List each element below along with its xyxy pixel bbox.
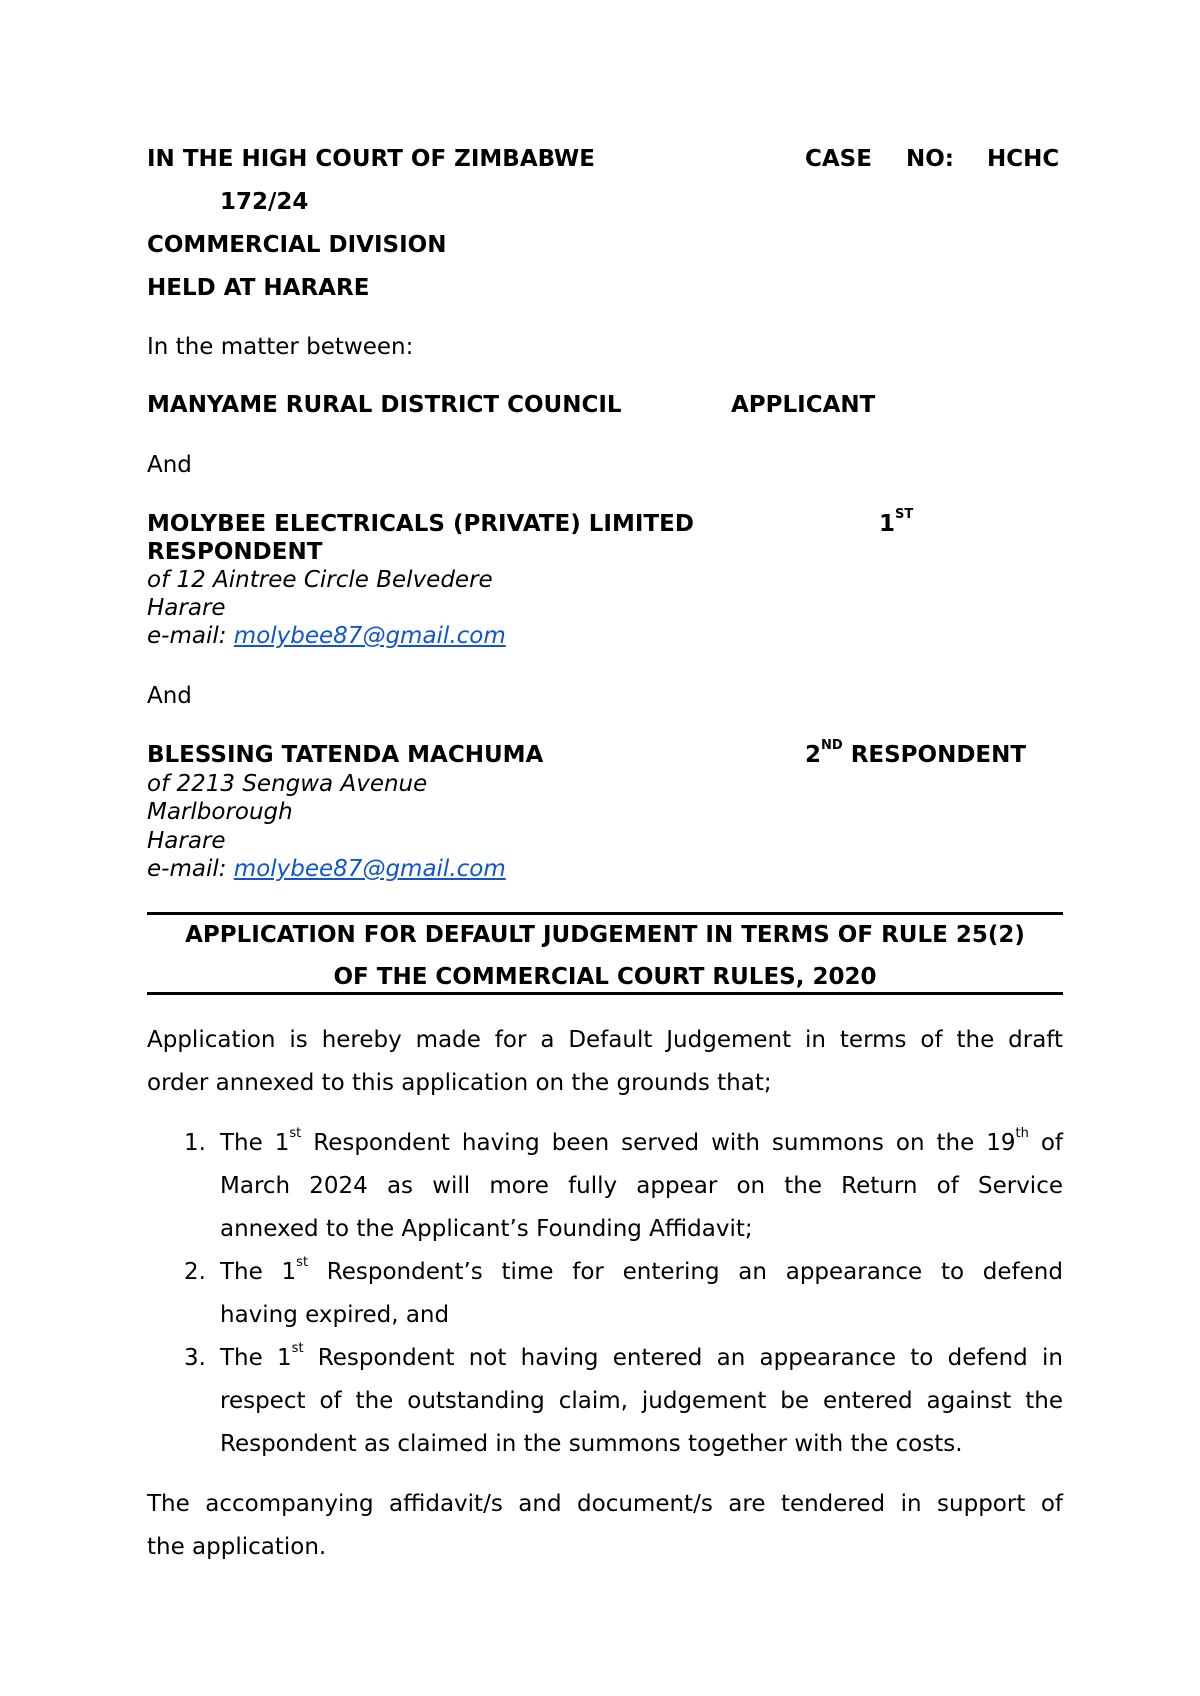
case-prefix: HCHC	[987, 146, 1060, 172]
ground-1-line-1: The 1st Respondent having been served with summons on the 19th of	[220, 1126, 1063, 1156]
matter-intro: In the matter between:	[147, 334, 414, 360]
ground-3-line-1: The 1st Respondent not having entered an appearance to defend in	[220, 1341, 1063, 1371]
ground-1-number: 1.	[184, 1130, 206, 1156]
case-number: 172/24	[220, 189, 309, 215]
respondent-2-address-line-2: Marlborough	[147, 799, 293, 825]
case-no-label: NO:	[906, 146, 954, 172]
respondent-1-email-link[interactable]: molybee87@gmail.com	[233, 623, 506, 649]
ground-1-line-3: annexed to the Applicant’s Founding Affidavit;	[220, 1216, 753, 1242]
ground-2-line-1: The 1st Respondent’s time for entering an appearance to defend	[220, 1255, 1063, 1285]
ground-3-line-2: respect of the outstanding claim, judgement be entered against the	[220, 1388, 1063, 1414]
respondent-2-name: BLESSING TATENDA MACHUMA	[147, 742, 544, 768]
respondent-1-address-line-2: Harare	[147, 595, 226, 621]
respondent-1-email-row	[147, 623, 506, 649]
intro-line-1: Application is hereby made for a Default Judgement in terms of the draft	[147, 1027, 1063, 1053]
applicant-role: APPLICANT	[731, 392, 876, 418]
respondent-1-ordinal: 1ST	[879, 507, 914, 537]
title-top-rule	[147, 912, 1063, 915]
respondent-2-address-line-3: Harare	[147, 828, 226, 854]
respondent-2-email-link[interactable]: molybee87@gmail.com	[233, 856, 506, 882]
and-separator-2: And	[147, 683, 192, 709]
ground-3-number: 3.	[184, 1345, 206, 1371]
ground-1-line-2: March 2024 as will more fully appear on the Return of Service	[220, 1173, 1063, 1199]
held-at: HELD AT HARARE	[147, 275, 370, 301]
respondent-2-address-line-1: of 2213 Sengwa Avenue	[147, 771, 428, 797]
respondent-2-role: 2ND RESPONDENT	[805, 738, 1027, 768]
respondent-1-name: MOLYBEE ELECTRICALS (PRIVATE) LIMITED	[147, 511, 694, 537]
applicant-name: MANYAME RURAL DISTRICT COUNCIL	[147, 392, 622, 418]
title-line-1: APPLICATION FOR DEFAULT JUDGEMENT IN TERMS OF RULE 25(2)	[185, 922, 1025, 948]
title-line-2: OF THE COMMERCIAL COURT RULES, 2020	[333, 964, 877, 990]
closing-line-1: The accompanying affidavit/s and document/s are tendered in support of	[147, 1491, 1063, 1517]
email-label: e-mail:	[147, 623, 234, 649]
respondent-1-address-line-1: of 12 Aintree Circle Belvedere	[147, 567, 493, 593]
email-label: e-mail:	[147, 856, 234, 882]
intro-line-2: order annexed to this application on the grounds that;	[147, 1070, 772, 1096]
respondent-2-email-row	[147, 856, 506, 882]
respondent-1-role: RESPONDENT	[147, 539, 323, 565]
ground-2-line-2: having expired, and	[220, 1302, 450, 1328]
ground-3-line-3: Respondent as claimed in the summons together with the costs.	[220, 1431, 963, 1457]
and-separator-1: And	[147, 452, 192, 478]
closing-line-2: the application.	[147, 1534, 327, 1560]
ground-2-number: 2.	[184, 1259, 206, 1285]
title-bottom-rule	[147, 992, 1063, 995]
court-name: IN THE HIGH COURT OF ZIMBABWE	[147, 146, 595, 172]
division: COMMERCIAL DIVISION	[147, 232, 447, 258]
case-label: CASE	[805, 146, 872, 172]
